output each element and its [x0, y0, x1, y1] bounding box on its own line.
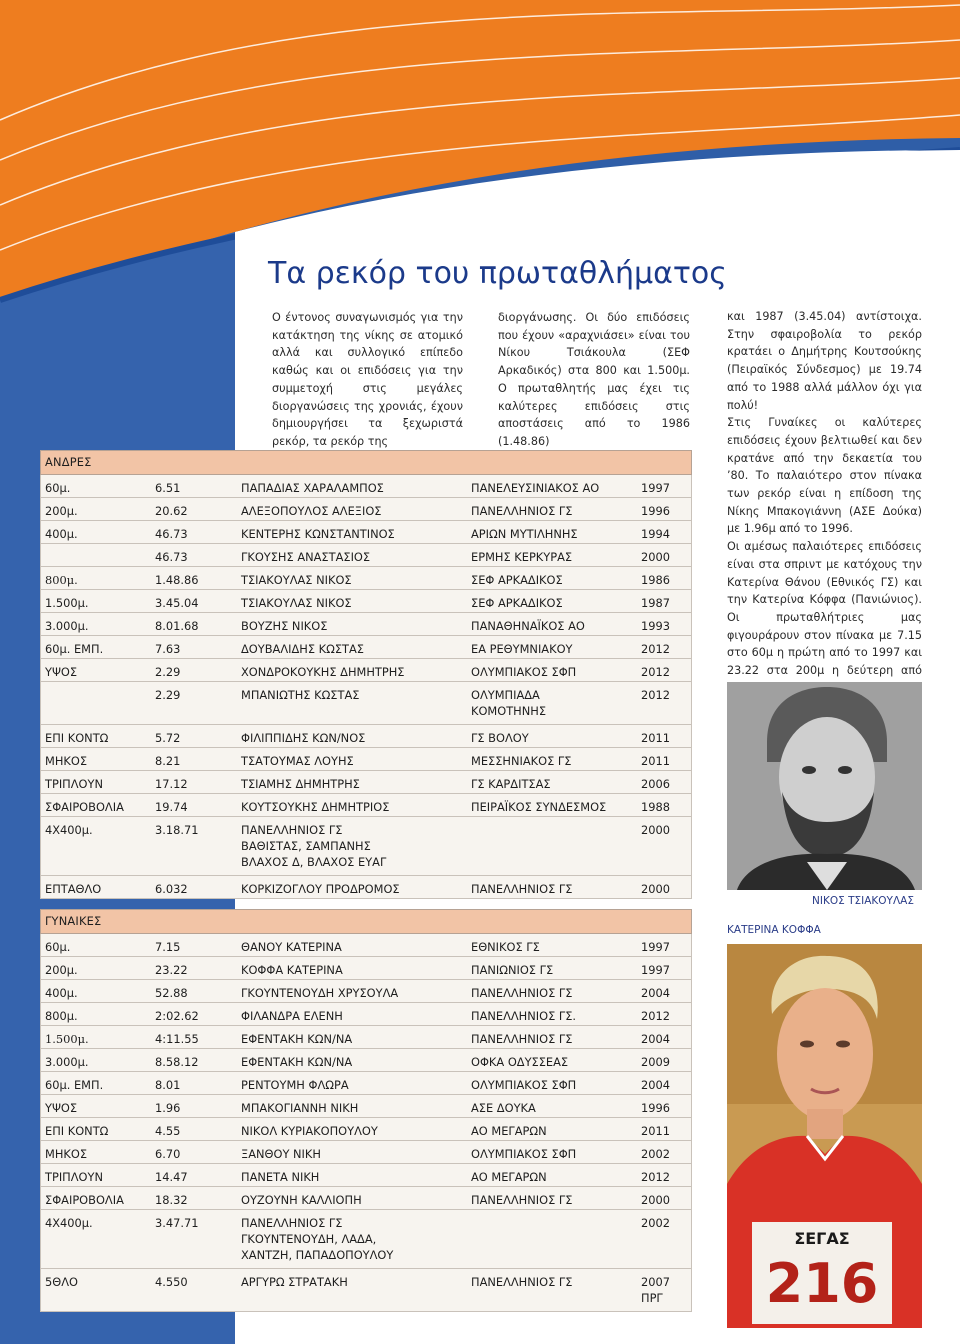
cell-year: 2004 — [641, 1032, 670, 1046]
cell-event: ΜΗΚΟΣ — [45, 1147, 88, 1161]
table-row — [40, 771, 692, 794]
cell-club: ΟΛΥΜΠΙΑΚΟΣ ΣΦΠ — [471, 1147, 577, 1161]
table-row — [40, 876, 692, 899]
portrait-illustration — [727, 682, 922, 890]
cell-perf: 20.62 — [155, 504, 188, 518]
cell-name: ΤΣΙΑΜΗΣ ΔΗΜΗΤΡΗΣ — [241, 777, 360, 791]
table-row — [40, 567, 692, 590]
cell-name: ΓΚΟΥΣΗΣ ΑΝΑΣΤΑΣΙΟΣ — [241, 550, 371, 564]
cell-name: ΤΣΑΤΟΥΜΑΣ ΛΟΥΗΣ — [241, 754, 354, 768]
bib-number: 216 — [765, 1252, 879, 1315]
cell-club: ΠΑΝΕΛΛΗΝΙΟΣ ΓΣ. — [471, 1009, 577, 1023]
table-row — [40, 1049, 692, 1072]
cell-event: ΤΡΙΠΛΟΥΝ — [45, 1170, 103, 1184]
cell-perf: 3.18.71 — [155, 823, 199, 837]
cell-name: ΚΟΥΤΣΟΥΚΗΣ ΔΗΜΗΤΡΙΟΣ — [241, 800, 390, 814]
cell-club — [471, 817, 639, 822]
table-row — [40, 794, 692, 817]
cell-event: ΕΠΤΑΘΛΟ — [45, 882, 102, 896]
cell-name: ΦΙΛΙΠΠΙΔΗΣ ΚΩΝ/ΝΟΣ — [241, 731, 366, 745]
photo-katerina-koffa — [727, 944, 922, 1328]
table-row — [40, 498, 692, 521]
cell-year: 1997 — [641, 481, 670, 495]
photo-caption-nikos: ΝΙΚΟΣ ΤΣΙΑΚΟΥΛΑΣ — [812, 895, 914, 907]
cell-year: 1997 — [641, 963, 670, 977]
cell-name: ΠΑΝΕΛΛΗΝΙΟΣ ΓΣ ΒΑΘΙΣΤΑΣ, ΣΑΜΠΑΝΗΣ ΒΛΑΧΟΣ Δ, ΒΛΑΧΟΣ ΕΥΑΓ — [241, 823, 387, 869]
cell-name: ΕΦΕΝΤΑΚΗ ΚΩΝ/ΝΑ — [241, 1032, 353, 1046]
cell-club: ΟΛΥΜΠΙΑΚΟΣ ΣΦΠ — [471, 1078, 577, 1092]
cell-year: 2002 — [641, 1216, 670, 1230]
cell-perf: 2.29 — [155, 665, 181, 679]
cell-event — [45, 682, 153, 687]
cell-club: ΠΑΝΕΛΕΥΣΙΝΙΑΚΟΣ ΑΟ — [471, 481, 600, 495]
cell-year: 2009 — [641, 1055, 670, 1069]
cell-name: ΚΕΝΤΕΡΗΣ ΚΩΝΣΤΑΝΤΙΝΟΣ — [241, 527, 395, 541]
article-column-1 — [272, 309, 463, 451]
table-row — [40, 934, 692, 957]
cell-perf: 1.96 — [155, 1101, 181, 1115]
cell-name: ΡΕΝΤΟΥΜΗ ΦΛΩΡΑ — [241, 1078, 349, 1092]
cell-event: 60μ. ΕΜΠ. — [45, 642, 104, 656]
cell-perf: 14.47 — [155, 1170, 188, 1184]
article-paragraph: και 1987 (3.45.04) αντίστοιχα. Στην σφαιροβολία το ρεκόρ κρατάει ο Δημήτρης Κουτσούκης (Πειραϊκός Σύνδεσμος) με 19.74 από το 1988 αλλά μάλλον όχι για πολύ! — [727, 310, 922, 412]
cell-club: ΠΑΝΙΩΝΙΟΣ ΓΣ — [471, 963, 554, 977]
article-paragraph: διοργάνωσης. Οι δύο επιδόσεις που έχουν «αραχνιάσει» είναι του Νίκου Τσιάκουλα (ΣΕΦ Αρκαδικός) στα 800 και 1.500μ. Ο πρωταθλητής μας έχει τις καλύτερες επιδόσεις στις αποστάσεις από το 1986 (1.48.86) — [498, 311, 690, 448]
cell-perf: 8.21 — [155, 754, 181, 768]
cell-year: 2006 — [641, 777, 670, 791]
cell-club: ΣΕΦ ΑΡΚΑΔΙΚΟΣ — [471, 573, 563, 587]
photo-caption-katerina: ΚΑΤΕΡΙΝΑ ΚΟΦΦΑ — [727, 924, 821, 936]
cell-year: 1993 — [641, 619, 670, 633]
cell-perf: 23.22 — [155, 963, 188, 977]
cell-name: ΠΑΝΕΛΛΗΝΙΟΣ ΓΣ ΓΚΟΥΝΤΕΝΟΥΔΗ, ΛΑΔΑ, ΧΑΝΤΖΗ, ΠΑΠΑΔΟΠΟΥΛΟΥ — [241, 1216, 394, 1262]
portrait-illustration — [727, 944, 922, 1328]
photo-nikos-tsiakoulas — [727, 682, 922, 890]
cell-event: 1.500μ. — [45, 1032, 89, 1046]
article-paragraph: Ο έντονος συναγωνισμός για την κατάκτηση της νίκης σε ατομικό αλλά και συλλογικό επίπεδο καθώς και οι επιδόσεις για την συμμετοχή στις μεγάλες διοργανώσεις της χρονιάς, έχουν δημιουργήσει τα ξεχωριστά ρεκόρ, τα ρεκόρ της — [272, 311, 463, 448]
women-table-rows — [40, 934, 692, 1312]
cell-name: ΜΠΑΚΟΓΙΑΝΝΗ ΝΙΚΗ — [241, 1101, 359, 1115]
cell-event: 800μ. — [45, 1009, 78, 1023]
cell-year: 2007 ΠΡΓ — [641, 1275, 670, 1305]
cell-club: ΑΟ ΜΕΓΑΡΩΝ — [471, 1124, 547, 1138]
cell-year: 2000 — [641, 882, 670, 896]
cell-club: ΕΘΝΙΚΟΣ ΓΣ — [471, 940, 540, 954]
cell-event: 60μ. — [45, 481, 71, 495]
cell-name: ΦΙΛΑΝΔΡΑ ΕΛΕΝΗ — [241, 1009, 343, 1023]
article-column-2 — [498, 309, 690, 451]
table-row — [40, 1118, 692, 1141]
cell-event: 5ΘΛΟ — [45, 1275, 78, 1289]
cell-name: ΚΟΦΦΑ ΚΑΤΕΡΙΝΑ — [241, 963, 343, 977]
cell-club: ΑΣΕ ΔΟΥΚΑ — [471, 1101, 536, 1115]
cell-club: ΠΑΝΑΘΗΝΑΪΚΟΣ ΑΟ — [471, 619, 585, 633]
cell-name: ΒΟΥΖΗΣ ΝΙΚΟΣ — [241, 619, 328, 633]
table-row — [40, 817, 692, 876]
cell-year: 2012 — [641, 665, 670, 679]
cell-event: ΤΡΙΠΛΟΥΝ — [45, 777, 103, 791]
article-paragraph: Οι αμέσως παλαιότερες επιδόσεις είναι στα σπριντ με κατόχους την Κατερίνα Θάνου (Εθνικός ΓΣ) και την Κατερίνα Κόφφα (Πανιώνιος). Οι πρωταθλήτριες μας φιγουράρουν στον πίνακα με 7.15 στο 60μ η πρώτη από το 1997 και 23.22 στα 200μ η δεύτερη από — [727, 540, 922, 678]
women-table-header: ΓΥΝΑΙΚΕΣ — [40, 909, 692, 934]
cell-event: ΥΨΟΣ — [45, 1101, 78, 1115]
cell-perf: 7.15 — [155, 940, 181, 954]
cell-year: 2012 — [641, 688, 670, 702]
cell-event — [45, 544, 153, 549]
cell-perf: 46.73 — [155, 527, 188, 541]
men-table-rows — [40, 475, 692, 899]
cell-event: ΜΗΚΟΣ — [45, 754, 88, 768]
table-row — [40, 659, 692, 682]
cell-year: 2011 — [641, 731, 670, 745]
cell-name: ΜΠΑΝΙΩΤΗΣ ΚΩΣΤΑΣ — [241, 688, 360, 702]
table-row — [40, 980, 692, 1003]
cell-event: 200μ. — [45, 963, 78, 977]
cell-event: 400μ. — [45, 986, 78, 1000]
cell-year: 2000 — [641, 1193, 670, 1207]
cell-perf: 8.01.68 — [155, 619, 199, 633]
cell-year: 2012 — [641, 1009, 670, 1023]
cell-club: ΠΑΝΕΛΛΗΝΙΟΣ ΓΣ — [471, 1275, 573, 1289]
cell-club: ΠΑΝΕΛΛΗΝΙΟΣ ΓΣ — [471, 1032, 573, 1046]
cell-event: ΕΠΙ ΚΟΝΤΩ — [45, 1124, 109, 1138]
table-row — [40, 682, 692, 725]
cell-event: 4Χ400μ. — [45, 1216, 93, 1230]
cell-name: ΞΑΝΘΟΥ ΝΙΚΗ — [241, 1147, 321, 1161]
cell-year: 1986 — [641, 573, 670, 587]
table-row — [40, 636, 692, 659]
women-records-table — [40, 909, 692, 1312]
cell-event: 3.000μ. — [45, 619, 89, 633]
cell-perf: 7.63 — [155, 642, 181, 656]
cell-event: 60μ. ΕΜΠ. — [45, 1078, 104, 1092]
cell-year: 2000 — [641, 823, 670, 837]
table-row — [40, 521, 692, 544]
cell-event: 3.000μ. — [45, 1055, 89, 1069]
cell-perf: 17.12 — [155, 777, 188, 791]
cell-club: ΟΛΥΜΠΙΑΔΑ ΚΟΜΟΤΗΝΗΣ — [471, 688, 547, 718]
cell-name: ΠΑΝΕΤΑ ΝΙΚΗ — [241, 1170, 320, 1184]
article-column-3 — [727, 308, 922, 697]
table-row — [40, 1003, 692, 1026]
cell-name: ΕΦΕΝΤΑΚΗ ΚΩΝ/ΝΑ — [241, 1055, 353, 1069]
cell-year: 1996 — [641, 1101, 670, 1115]
cell-event: ΥΨΟΣ — [45, 665, 78, 679]
table-row — [40, 748, 692, 771]
cell-perf: 2.29 — [155, 688, 181, 702]
cell-perf: 8.01 — [155, 1078, 181, 1092]
cell-perf: 5.72 — [155, 731, 181, 745]
table-row — [40, 544, 692, 567]
table-row — [40, 1164, 692, 1187]
cell-year: 2004 — [641, 986, 670, 1000]
cell-perf: 52.88 — [155, 986, 188, 1000]
cell-event: 4Χ400μ. — [45, 823, 93, 837]
table-row — [40, 957, 692, 980]
men-records-table — [40, 450, 692, 899]
cell-perf: 6.51 — [155, 481, 181, 495]
cell-name: ΟΥΖΟΥΝΗ ΚΑΛΛΙΟΠΗ — [241, 1193, 362, 1207]
cell-year: 2002 — [641, 1147, 670, 1161]
cell-perf: 2:02.62 — [155, 1009, 199, 1023]
table-row — [40, 725, 692, 748]
cell-year: 1994 — [641, 527, 670, 541]
cell-club: ΑΟ ΜΕΓΑΡΩΝ — [471, 1170, 547, 1184]
cell-perf: 4.550 — [155, 1275, 188, 1289]
cell-perf: 6.032 — [155, 882, 188, 896]
cell-perf: 18.32 — [155, 1193, 188, 1207]
cell-year: 2004 — [641, 1078, 670, 1092]
cell-event: ΕΠΙ ΚΟΝΤΩ — [45, 731, 109, 745]
page-title: Τα ρεκόρ του πρωταθλήματος — [268, 256, 727, 291]
cell-club: ΟΦΚΑ ΟΔΥΣΣΕΑΣ — [471, 1055, 569, 1069]
cell-year: 1987 — [641, 596, 670, 610]
cell-perf: 4.55 — [155, 1124, 181, 1138]
cell-event: ΣΦΑΙΡΟΒΟΛΙΑ — [45, 800, 124, 814]
cell-year: 1997 — [641, 940, 670, 954]
cell-year: 1988 — [641, 800, 670, 814]
cell-club: ΠΑΝΕΛΛΗΝΙΟΣ ΓΣ — [471, 882, 573, 896]
cell-event: 400μ. — [45, 527, 78, 541]
table-row — [40, 590, 692, 613]
table-row — [40, 1210, 692, 1269]
cell-name: ΑΡΓΥΡΩ ΣΤΡΑΤΑΚΗ — [241, 1275, 348, 1289]
cell-name: ΧΟΝΔΡΟΚΟΥΚΗΣ ΔΗΜΗΤΡΗΣ — [241, 665, 405, 679]
table-row — [40, 475, 692, 498]
cell-perf: 1.48.86 — [155, 573, 199, 587]
table-row — [40, 1141, 692, 1164]
cell-club: ΠΕΙΡΑΪΚΟΣ ΣΥΝΔΕΣΜΟΣ — [471, 800, 607, 814]
cell-event: 800μ. — [45, 573, 78, 587]
cell-club: ΠΑΝΕΛΛΗΝΙΟΣ ΓΣ — [471, 504, 573, 518]
table-row — [40, 1072, 692, 1095]
cell-club: ΠΑΝΕΛΛΗΝΙΟΣ ΓΣ — [471, 1193, 573, 1207]
bib-club: ΣΕΓΑΣ — [794, 1229, 850, 1248]
cell-club: ΣΕΦ ΑΡΚΑΔΙΚΟΣ — [471, 596, 563, 610]
cell-year: 2000 — [641, 550, 670, 564]
cell-name: ΘΑΝΟΥ ΚΑΤΕΡΙΝΑ — [241, 940, 342, 954]
cell-perf: 46.73 — [155, 550, 188, 564]
men-table-header: ΑΝΔΡΕΣ — [40, 450, 692, 475]
cell-club: ΕΡΜΗΣ ΚΕΡΚΥΡΑΣ — [471, 550, 573, 564]
cell-club: ΜΕΣΣΗΝΙΑΚΟΣ ΓΣ — [471, 754, 572, 768]
table-row — [40, 613, 692, 636]
cell-club — [471, 1210, 639, 1215]
cell-perf: 4:11.55 — [155, 1032, 199, 1046]
cell-perf: 6.70 — [155, 1147, 181, 1161]
cell-name: ΔΟΥΒΑΛΙΔΗΣ ΚΩΣΤΑΣ — [241, 642, 364, 656]
cell-name: ΠΑΠΑΔΙΑΣ ΧΑΡΑΛΑΜΠΟΣ — [241, 481, 384, 495]
cell-perf: 3.47.71 — [155, 1216, 199, 1230]
cell-year: 2012 — [641, 642, 670, 656]
cell-club: ΓΣ ΚΑΡΔΙΤΣΑΣ — [471, 777, 551, 791]
cell-event: 1.500μ. — [45, 596, 89, 610]
cell-year: 2012 — [641, 1170, 670, 1184]
cell-event: ΣΦΑΙΡΟΒΟΛΙΑ — [45, 1193, 124, 1207]
cell-name: ΝΙΚΟΛ ΚΥΡΙΑΚΟΠΟΥΛΟΥ — [241, 1124, 378, 1138]
cell-club: ΑΡΙΩΝ ΜΥΤΙΛΗΝΗΣ — [471, 527, 578, 541]
article-paragraph: Στις Γυναίκες οι καλύτερες επιδόσεις έχουν βελτιωθεί και δεν κρατάνε από την δεκαετία του ’80. Το παλαιότερο στον πίνακα των ρεκόρ είναι η επίδοση της Νίκης Μπακογιάννη (ΑΣΕ Δούκα) με 1.96μ από το 1996. — [727, 416, 922, 536]
table-row — [40, 1095, 692, 1118]
cell-event: 60μ. — [45, 940, 71, 954]
cell-perf: 8.58.12 — [155, 1055, 199, 1069]
cell-perf: 3.45.04 — [155, 596, 199, 610]
table-row — [40, 1026, 692, 1049]
cell-club: ΠΑΝΕΛΛΗΝΙΟΣ ΓΣ — [471, 986, 573, 1000]
cell-event: 200μ. — [45, 504, 78, 518]
cell-name: ΓΚΟΥΝΤΕΝΟΥΔΗ ΧΡΥΣΟΥΛΑ — [241, 986, 399, 1000]
cell-year: 1996 — [641, 504, 670, 518]
cell-club: ΓΣ ΒΟΛΟΥ — [471, 731, 529, 745]
cell-name: ΑΛΕΞΟΠΟΥΛΟΣ ΑΛΕΞΙΟΣ — [241, 504, 382, 518]
cell-perf: 19.74 — [155, 800, 188, 814]
cell-year: 2011 — [641, 1124, 670, 1138]
cell-club: ΟΛΥΜΠΙΑΚΟΣ ΣΦΠ — [471, 665, 577, 679]
table-row — [40, 1187, 692, 1210]
table-row — [40, 1269, 692, 1312]
cell-club: ΕΑ ΡΕΘΥΜΝΙΑΚΟΥ — [471, 642, 573, 656]
cell-name: ΚΟΡΚΙΖΟΓΛΟΥ ΠΡΟΔΡΟΜΟΣ — [241, 882, 400, 896]
cell-name: ΤΣΙΑΚΟΥΛΑΣ ΝΙΚΟΣ — [241, 573, 352, 587]
cell-year: 2011 — [641, 754, 670, 768]
cell-name: ΤΣΙΑΚΟΥΛΑΣ ΝΙΚΟΣ — [241, 596, 352, 610]
